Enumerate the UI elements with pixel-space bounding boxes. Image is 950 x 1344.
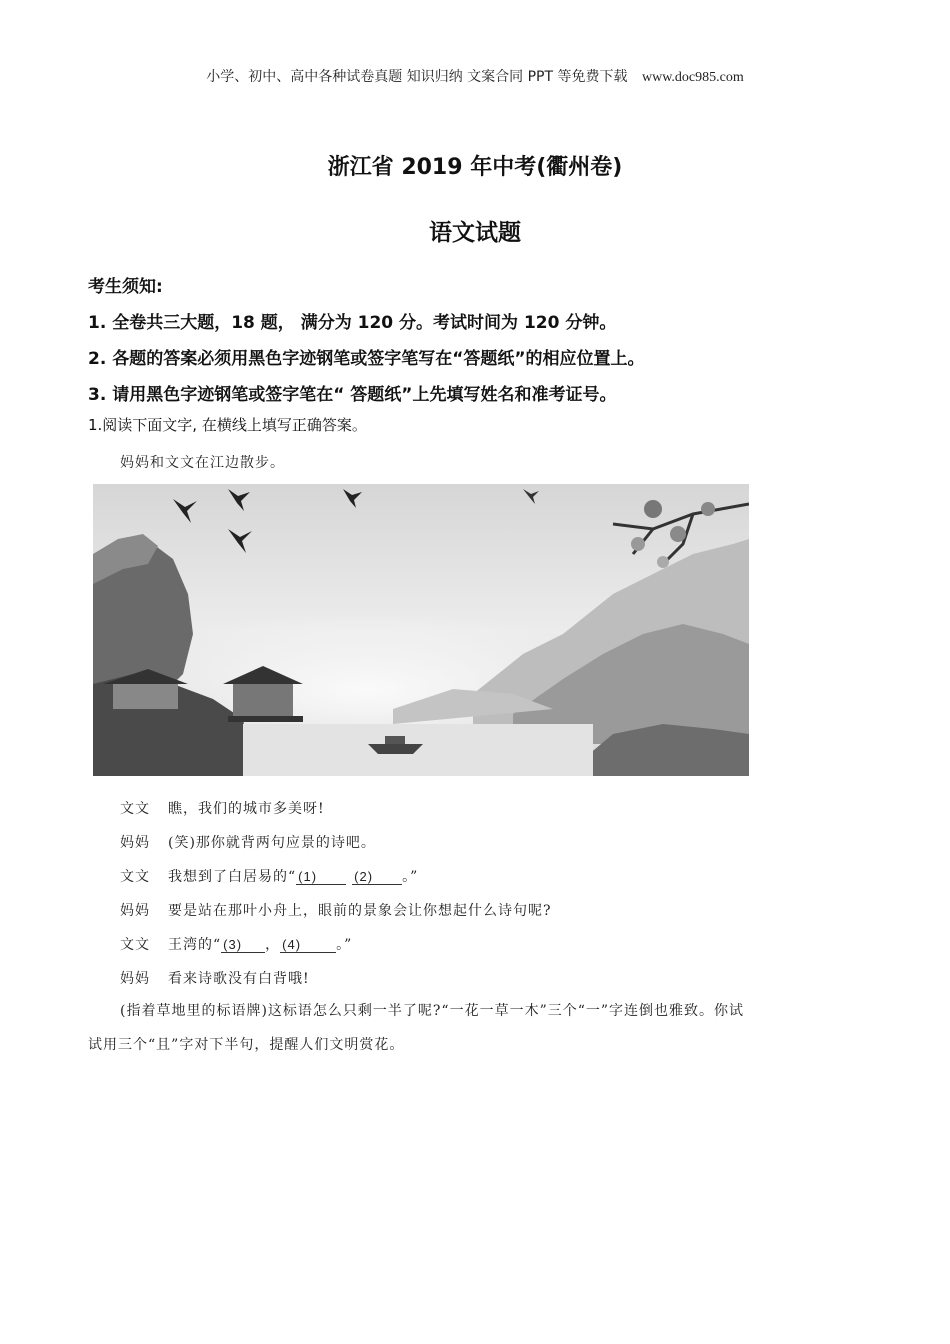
dialogue-line-2 bbox=[120, 832, 376, 852]
paragraph-line-2: 试用三个“且”字对下半句，提醒人们文明赏花。 bbox=[88, 1037, 405, 1053]
dialogue-text: 我想到了白居易的“ bbox=[168, 869, 297, 885]
speaker: 妈妈 bbox=[120, 835, 150, 851]
dialogue-line-3 bbox=[120, 866, 418, 886]
dialogue-text: 。” bbox=[402, 869, 419, 885]
header-banner bbox=[0, 66, 950, 86]
speaker: 文文 bbox=[120, 869, 150, 885]
header-text: 小学、初中、高中各种试卷真题 知识归纳 文案合同 PPT 等免费下载 bbox=[206, 69, 628, 85]
dialogue-text: (笑)那你就背两句应景的诗吧。 bbox=[168, 835, 376, 851]
speaker: 文文 bbox=[120, 937, 150, 953]
dialogue-text: 王湾的“ bbox=[168, 937, 222, 953]
answer-blank-1[interactable]: (1) bbox=[296, 869, 346, 885]
question-paragraph bbox=[88, 994, 858, 1062]
dialogue-text: 要是站在那叶小舟上，眼前的景象会让你想起什么诗句呢? bbox=[168, 903, 552, 919]
ink-landscape-painting bbox=[93, 484, 749, 776]
exam-title: 浙江省 2019 年中考(衢州卷) bbox=[327, 155, 623, 180]
dialogue-text: 看来诗歌没有白背哦! bbox=[168, 971, 310, 987]
notice-item-3: 3. 请用黑色字迹钢笔或签字笔在“ 答题纸”上先填写姓名和准考证号。 bbox=[88, 385, 617, 405]
dialogue-line-1 bbox=[120, 798, 325, 818]
dialogue-line-5 bbox=[120, 934, 352, 954]
speaker: 妈妈 bbox=[120, 971, 150, 987]
speaker: 文文 bbox=[120, 801, 150, 817]
notice-item-1: 1. 全卷共三大题，18 题， 满分为 120 分。考试时间为 120 分钟。 bbox=[88, 313, 617, 333]
dialogue-line-4 bbox=[120, 900, 552, 920]
dialogue-text: 。” bbox=[336, 937, 353, 953]
dialogue-text: ， bbox=[265, 937, 281, 953]
answer-blank-4[interactable]: (4) bbox=[280, 937, 336, 953]
paragraph-line-1: (指着草地里的标语牌)这标语怎么只剩一半了呢?“一花一草一木”三个“一”字连倒也雅致。你试 bbox=[120, 1003, 745, 1019]
notice-item-2: 2. 各题的答案必须用黑色字迹钢笔或签字笔写在“答题纸”的相应位置上。 bbox=[88, 349, 645, 369]
speaker: 妈妈 bbox=[120, 903, 150, 919]
question-1-prompt: 1.阅读下面文字, 在横线上填写正确答案。 bbox=[88, 416, 367, 434]
dialogue-line-6 bbox=[120, 968, 310, 988]
answer-blank-3[interactable]: (3) bbox=[221, 937, 265, 953]
exam-subtitle: 语文试题 bbox=[429, 220, 521, 246]
notice-heading: 考生须知: bbox=[88, 277, 163, 297]
header-url[interactable]: www.doc985.com bbox=[641, 70, 744, 85]
answer-blank-2[interactable]: (2) bbox=[352, 869, 402, 885]
question-intro: 妈妈和文文在江边散步。 bbox=[120, 455, 285, 471]
dialogue-text: 瞧，我们的城市多美呀! bbox=[168, 801, 325, 817]
